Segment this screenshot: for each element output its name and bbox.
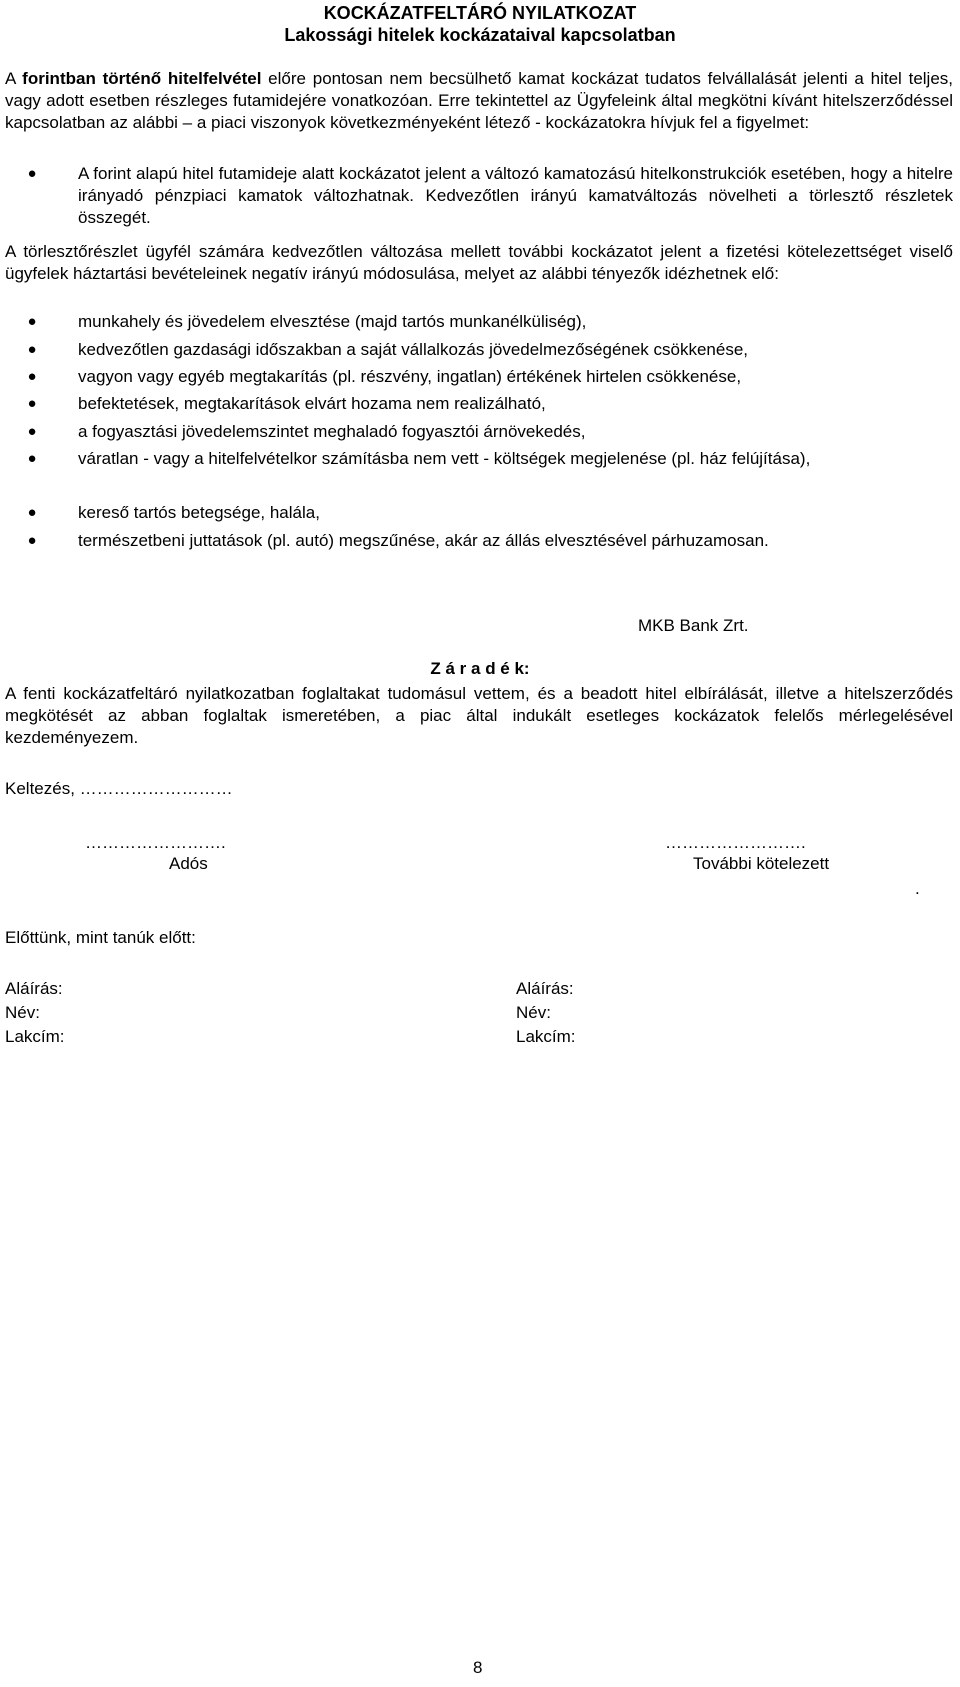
factor-text: vagyon vagy egyéb megtakarítás (pl. részvény, ingatlan) értékének hirtelen csökkenése, [78, 367, 742, 386]
bullet-icon: ● [27, 532, 37, 549]
witness-left-address: Lakcím: [5, 1027, 65, 1046]
factor-text: munkahely és jövedelem elvesztése (majd tartós munkanélküliség), [78, 312, 587, 331]
intro-bullet [27, 163, 953, 229]
factor-item [27, 393, 953, 415]
second-paragraph: A törlesztőrészlet ügyfél számára kedvezőtlen változása mellett további kockázatot jelent a fizetési kötelezettséget viselő ügyfelek háztartási bevételeinek negatív irányú módosulása, melyet az alábbi tényezők idézhetnek elő: [5, 242, 953, 283]
intro-bullet-text: A forint alapú hitel futamideje alatt kockázatot jelent a változó kamatozású hitelkonstrukciók esetében, hogy a hitelre irányadó pénzpiaci kamatok változhatnak. Kedvezőtlen irányú kamatváltozás növelheti a törlesztő részletek összegét. [78, 164, 953, 227]
factor-item [27, 448, 953, 470]
document-subtitle: Lakossági hitelek kockázataival kapcsolatban [284, 25, 676, 45]
factor-text: a fogyasztási jövedelemszintet meghaladó fogyasztói árnövekedés, [78, 422, 586, 441]
factor-text: kedvezőtlen gazdasági időszakban a saját vállalkozás jövedelmezőségének csökkenése, [78, 340, 749, 359]
debtor-signature-line: ……………………. [85, 833, 226, 852]
bullet-icon: ● [27, 395, 37, 412]
witness-right-name: Név: [516, 1003, 551, 1022]
bullet-icon: ● [27, 313, 37, 330]
factor-text: kereső tartós betegsége, halála, [78, 503, 320, 522]
factor-item [27, 502, 953, 524]
document-title: KOCKÁZATFELTÁRÓ NYILATKOZAT [323, 3, 637, 23]
intro-bold-phrase: forintban történő hitelfelvétel [22, 69, 262, 88]
bullet-icon: ● [27, 423, 37, 440]
clause-heading: Z á r a d é k: [430, 659, 530, 678]
bullet-icon: ● [27, 450, 37, 467]
factor-item [27, 421, 953, 443]
intro-lead: A [5, 69, 23, 88]
bullet-icon: ● [27, 165, 37, 182]
bullet-icon: ● [27, 504, 37, 521]
debtor-label: Adós [169, 854, 208, 873]
bullet-icon: ● [27, 341, 37, 358]
intro-paragraph [5, 68, 953, 134]
witness-right-signature: Aláírás: [516, 979, 574, 998]
factor-text: váratlan - vagy a hitelfelvételkor számításba nem vett - költségek megjelenése (pl. ház felújítása), [78, 449, 811, 468]
witness-left-signature: Aláírás: [5, 979, 63, 998]
factor-item [27, 366, 953, 388]
factor-item [27, 339, 953, 361]
factor-text: természetbeni juttatások (pl. autó) megszűnése, akár az állás elvesztésével párhuzamosan. [78, 531, 769, 550]
factor-text: befektetések, megtakarítások elvárt hozama nem realizálható, [78, 394, 546, 413]
bullet-icon: ● [27, 368, 37, 385]
witness-right-address: Lakcím: [516, 1027, 576, 1046]
clause-text: A fenti kockázatfeltáró nyilatkozatban foglaltakat tudomásul vettem, és a beadott hitel elbírálását, illetve a hitelszerződés megkötését az abban foglaltak ismeretében, a piac által indukált esetleges kockázatok felelős mérlegelésével kezdeményezem. [5, 684, 953, 747]
date-line: Keltezés, ……………………… [5, 779, 233, 798]
intro-text: előre pontosan nem becsülhető kamat kockázat tudatos felvállalását jelenti a hitel teljes, vagy adott esetben részleges futamidejére vonatkozóan. Erre tekintettel az Ügyfeleink által megkötni kívánt hitelszerződéssel kapcsolatban az alábbi – a piaci viszonyok következményeként létező - kockázatokra hívjuk fel a figyelmet: [5, 69, 954, 132]
factor-item [27, 311, 953, 333]
stray-period: . [915, 879, 920, 898]
factor-item [27, 530, 953, 552]
co-obligor-label: További kötelezett [693, 854, 830, 873]
page-number: 8 [473, 1658, 483, 1677]
bank-name: MKB Bank Zrt. [638, 616, 749, 635]
co-obligor-signature-line: ……………………. [665, 833, 806, 852]
witness-title: Előttünk, mint tanúk előtt: [5, 928, 196, 947]
witness-left-name: Név: [5, 1003, 40, 1022]
